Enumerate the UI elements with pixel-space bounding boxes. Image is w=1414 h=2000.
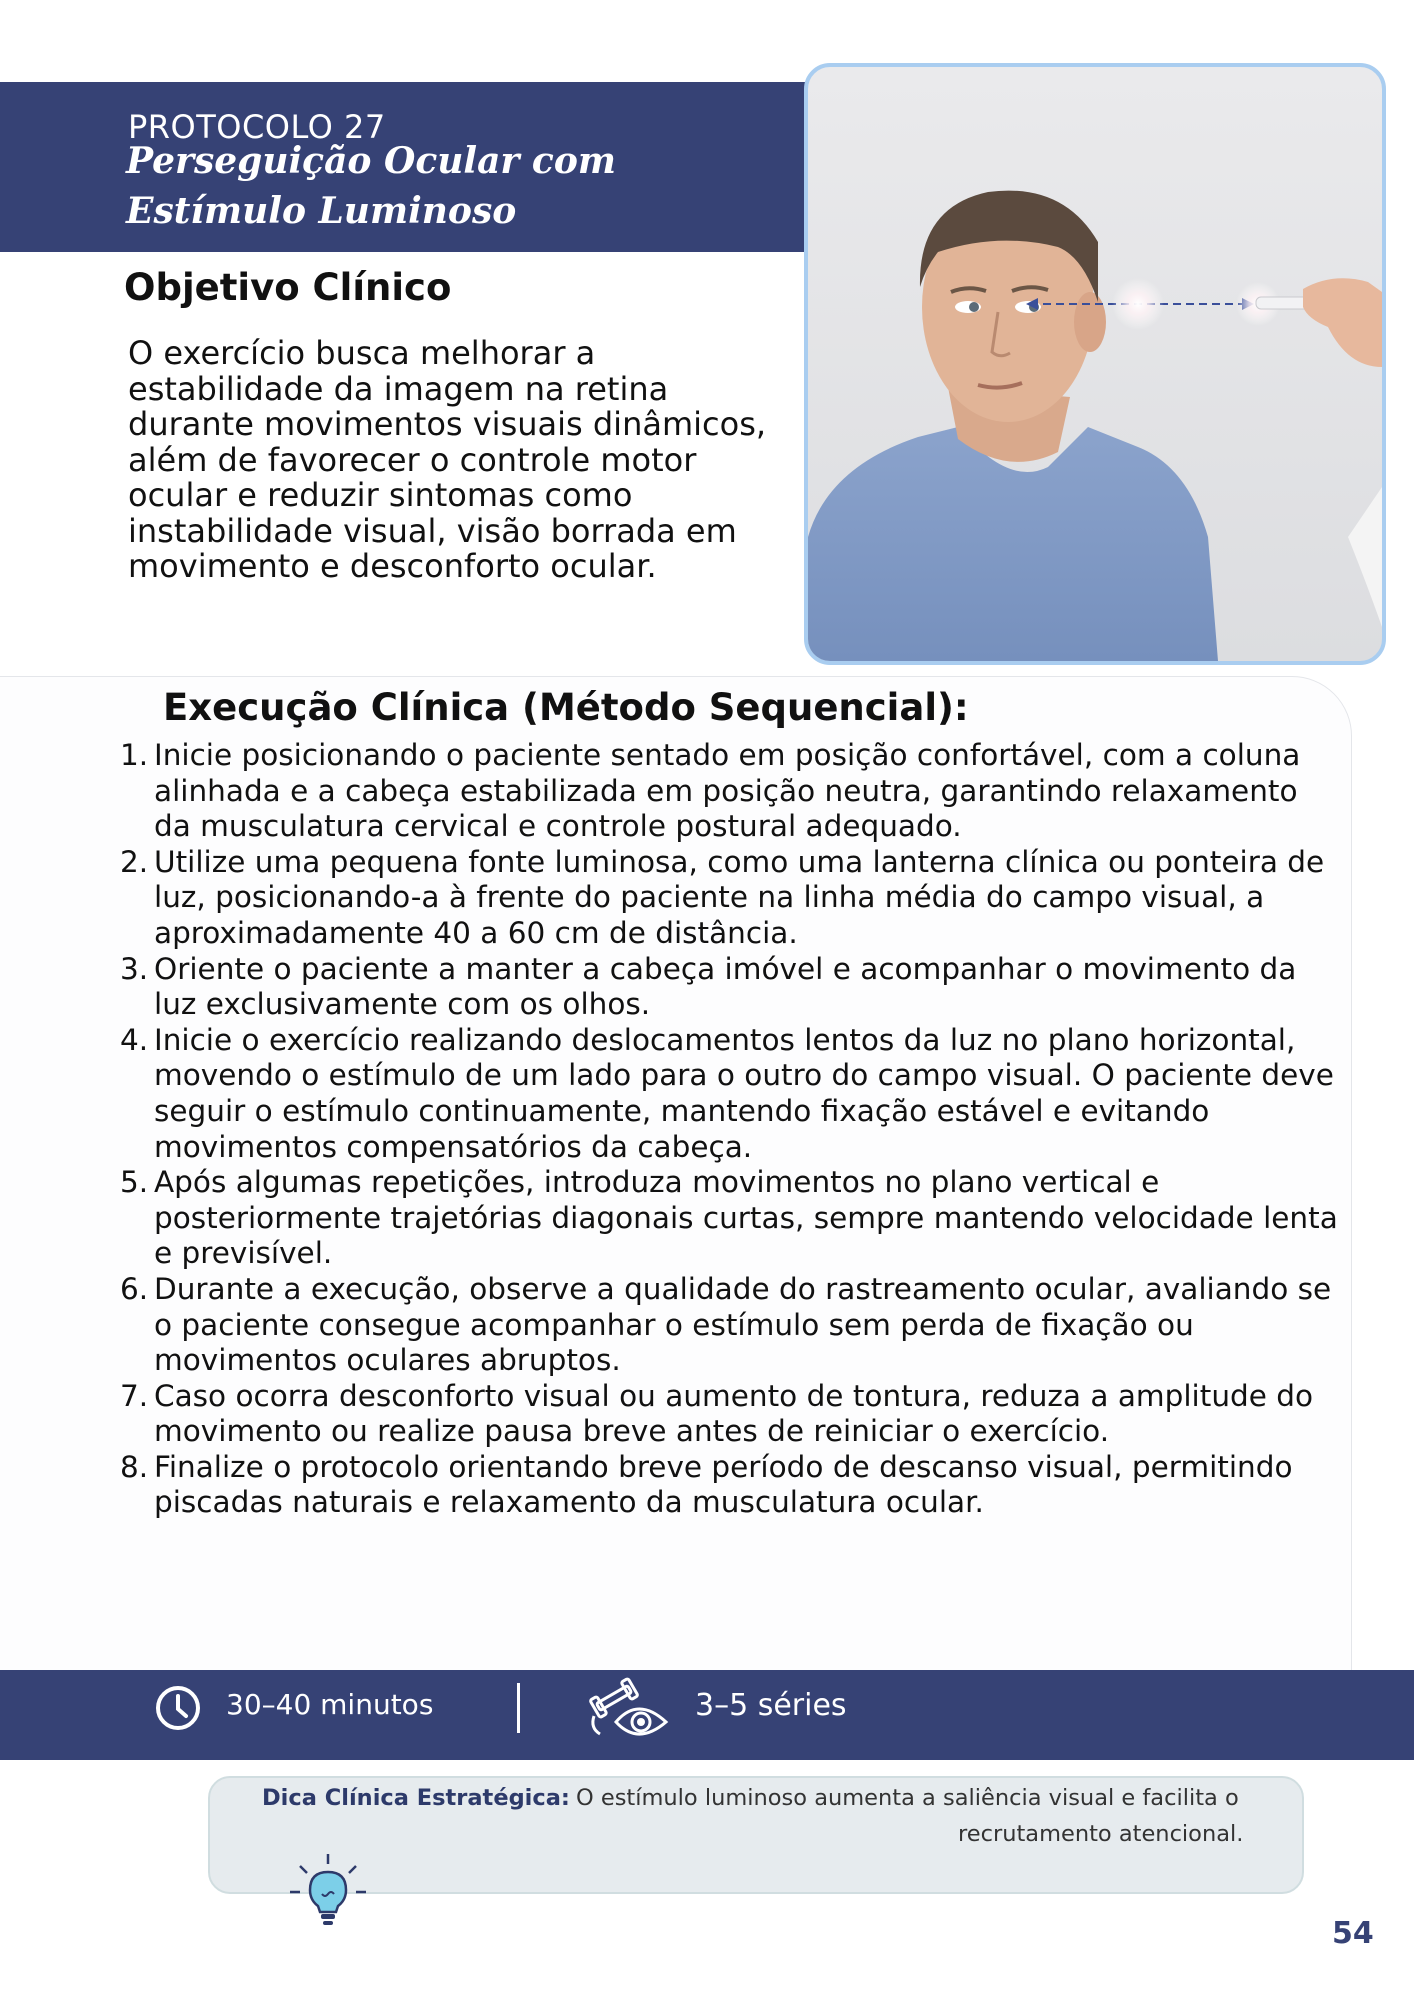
protocol-title-line-1: Perseguição Ocular com [126, 140, 616, 182]
patient-eye-tracking-photo [808, 67, 1382, 661]
list-item [120, 1272, 1340, 1379]
step-number: 7. [120, 1378, 149, 1413]
step-text: Durante a execução, observe a qualidade do rastreamento ocular, avaliando se o paciente consegue acompanhar o estímulo sem perda de fixação ou movimentos oculares abruptos. [154, 1271, 1332, 1378]
info-divider [517, 1683, 520, 1733]
step-number: 6. [120, 1271, 149, 1306]
step-number: 1. [120, 738, 149, 772]
protocol-title-line-2: Estímulo Luminoso [126, 190, 517, 232]
patient-photo [804, 63, 1386, 665]
clock-icon [154, 1684, 202, 1732]
step-text: Finalize o protocolo orientando breve período de descanso visual, permitindo piscadas naturais e relaxamento da musculatura ocular. [154, 1449, 1293, 1520]
list-item [120, 738, 1340, 845]
list-item [120, 1165, 1340, 1272]
step-text: Inicie posicionando o paciente sentado em posição confortável, com a coluna alinhada e a cabeça estabilizada em posição neutra, garantindo relaxamento da musculatura cervical e controle postural adequado. [154, 738, 1301, 844]
list-item [120, 845, 1340, 952]
tip-label: Dica Clínica Estratégica: [262, 1785, 570, 1811]
execution-heading: Execução Clínica (Método Sequencial): [163, 686, 969, 729]
step-number: 2. [120, 844, 149, 879]
duration-text: 30–40 minutos [226, 1688, 434, 1721]
lightbulb-icon [286, 1850, 370, 1930]
page-number: 54 [1332, 1916, 1374, 1951]
protocol-number: PROTOCOLO 27 [128, 108, 386, 146]
list-item [120, 1023, 1340, 1165]
objective-text: O exercício busca melhorar a estabilidade da imagem na retina durante movimentos visuais dinâmicos, além de favorecer o controle motor ocular e reduzir sintomas como instabilidade visual, visão borrada em movimento e desconforto ocular. [128, 334, 767, 585]
list-item [120, 1450, 1340, 1521]
step-text: Caso ocorra desconforto visual ou aumento de tontura, reduza a amplitude do movimento ou realize pausa breve antes de reiniciar o exercício. [154, 1378, 1314, 1449]
step-text: Após algumas repetições, introduza movimentos no plano vertical e posteriormente trajetórias diagonais curtas, sempre mantendo velocidade lenta e previsível. [154, 1165, 1338, 1271]
tip-text-line-1: O estímulo luminoso aumenta a saliência visual e facilita o [576, 1785, 1239, 1811]
step-text: Inicie o exercício realizando deslocamentos lentos da luz no plano horizontal, movendo o estímulo de um lado para o outro do campo visual. O paciente deve seguir o estímulo continuamente, mantendo fixação estável e evitando movimentos compensatórios da cabeça. [154, 1022, 1334, 1164]
series-text: 3–5 séries [695, 1688, 847, 1723]
step-text: Oriente o paciente a manter a cabeça imóvel e acompanhar o movimento da luz exclusivamente com os olhos. [154, 951, 1297, 1022]
list-item [120, 952, 1340, 1023]
step-number: 5. [120, 1165, 149, 1200]
eye-exercise-icon [586, 1676, 682, 1746]
step-number: 4. [120, 1022, 149, 1057]
step-number: 3. [120, 951, 149, 986]
tip-text-line-2: recrutamento atencional. [958, 1821, 1244, 1847]
list-item [120, 1379, 1340, 1450]
objective-heading: Objetivo Clínico [124, 266, 452, 309]
step-number: 8. [120, 1449, 149, 1484]
step-text: Utilize uma pequena fonte luminosa, como uma lanterna clínica ou ponteira de luz, posicionando-a à frente do paciente na linha média do campo visual, a aproximadamente 40 a 60 cm de distância. [154, 844, 1325, 950]
execution-steps-list [120, 738, 1340, 1521]
